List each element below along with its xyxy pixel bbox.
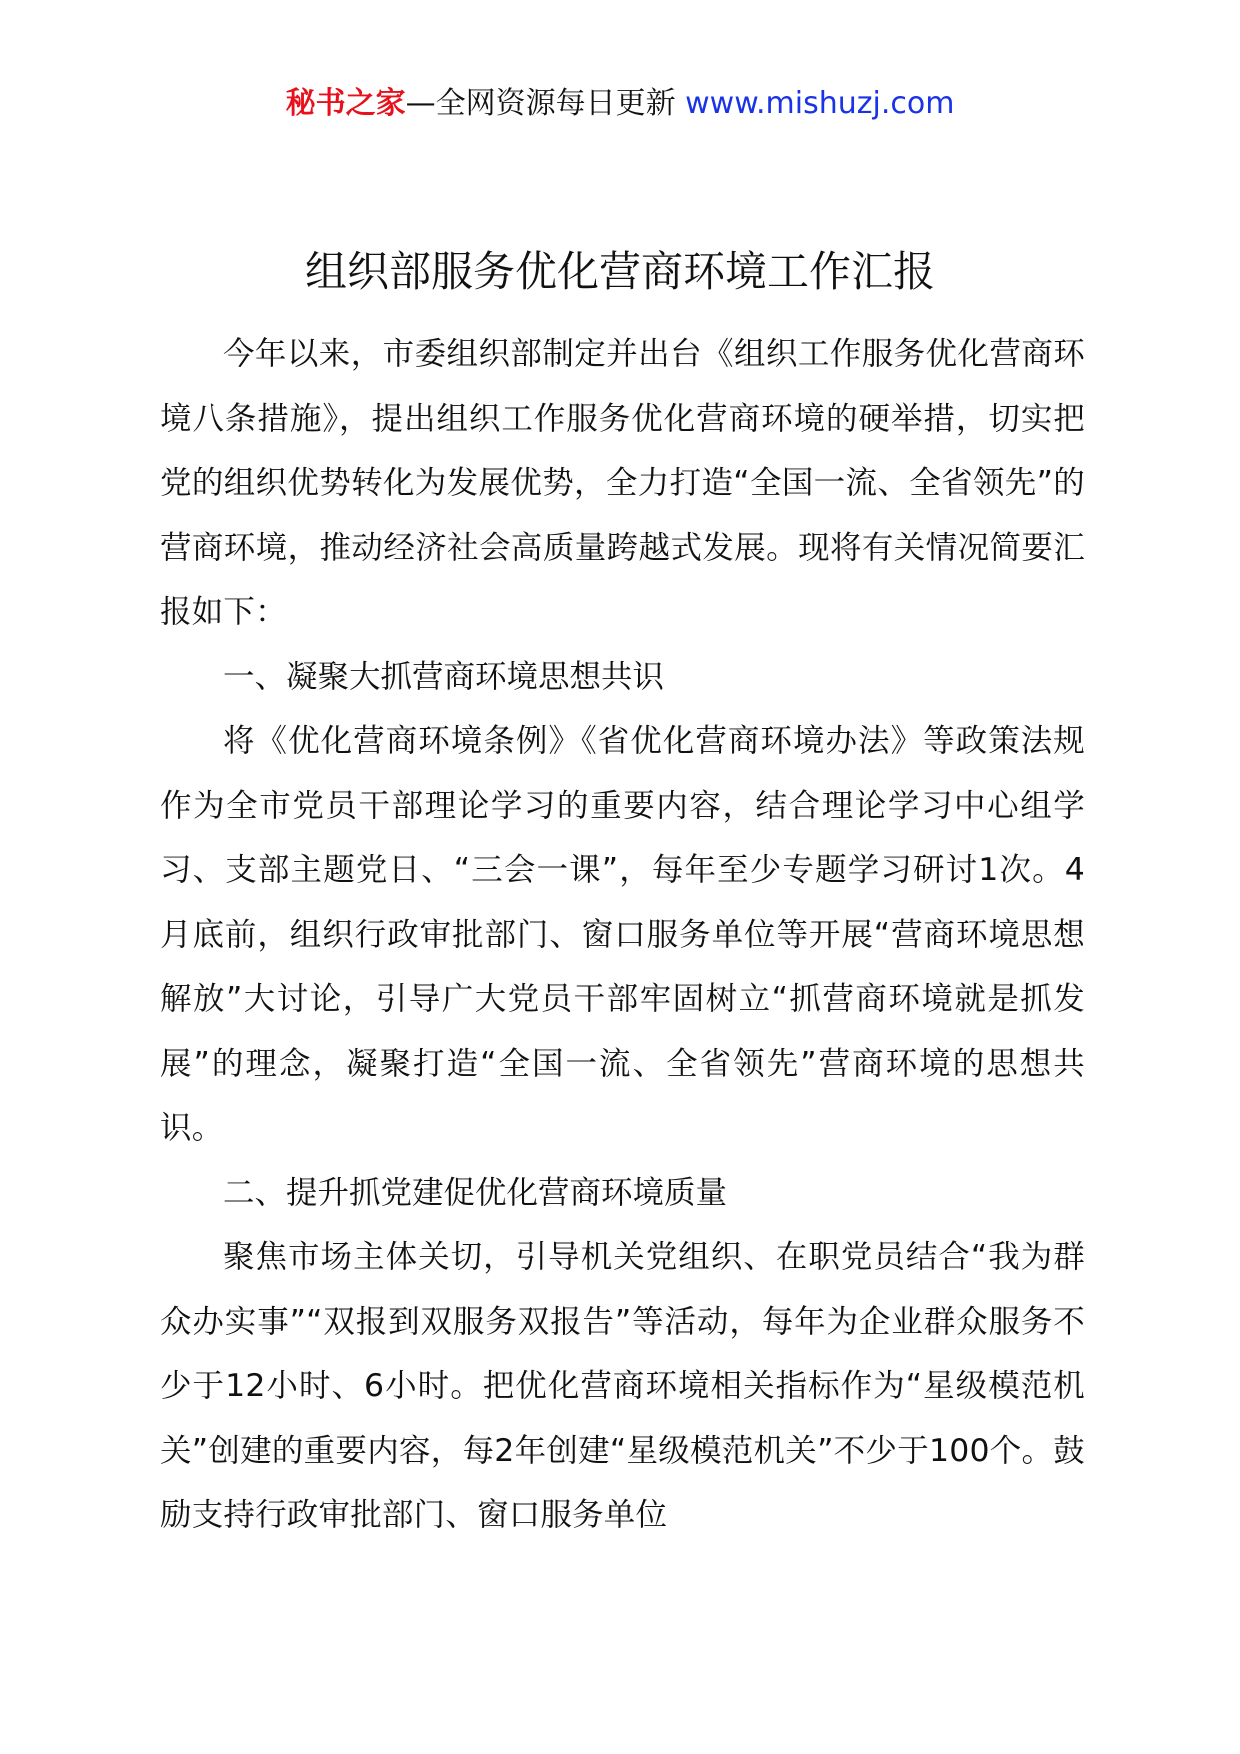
site-tagline: —全网资源每日更新	[405, 86, 686, 121]
section-heading-1: 一、凝聚大抓营商环境思想共识	[223, 658, 665, 695]
section-heading-2: 二、提升抓党建促优化营商环境质量	[223, 1174, 728, 1211]
section-paragraph-2: 聚焦市场主体关切，引导机关党组织、在职党员结合“我为群众办实事”“双报到双服务双报告”等活动，每年为企业群众服务不少于12小时、6小时。把优化营商环境相关指标作为“星级模范机关”创建的重要内容，每2年创建“星级模范机关”不少于100个。鼓励支持行政审批部门、窗口服务单位	[160, 1239, 1085, 1533]
intro-paragraph: 今年以来，市委组织部制定并出台《组织工作服务优化营商环境八条措施》，提出组织工作服务优化营商环境的硬举措，切实把党的组织优势转化为发展优势，全力打造“全国一流、全省领先”的营商环境，推动经济社会高质量跨越式发展。现将有关情况简要汇报如下：	[160, 336, 1085, 630]
document-title: 组织部服务优化营商环境工作汇报	[304, 247, 935, 296]
site-brand: 秘书之家	[285, 86, 406, 121]
site-header	[0, 84, 1240, 124]
section-paragraph-1: 将《优化营商环境条例》《省优化营商环境办法》等政策法规作为全市党员干部理论学习的重要内容，结合理论学习中心组学习、支部主题党日、“三会一课”，每年至少专题学习研讨1次。4月底前，组织行政审批部门、窗口服务单位等开展“营商环境思想解放”大讨论，引导广大党员干部牢固树立“抓营商环境就是抓发展”的理念，凝聚打造“全国一流、全省领先”营商环境的思想共识。	[160, 723, 1085, 1146]
document-body	[160, 322, 1085, 1548]
site-url-link[interactable]: www.mishuzj.com	[685, 86, 955, 121]
